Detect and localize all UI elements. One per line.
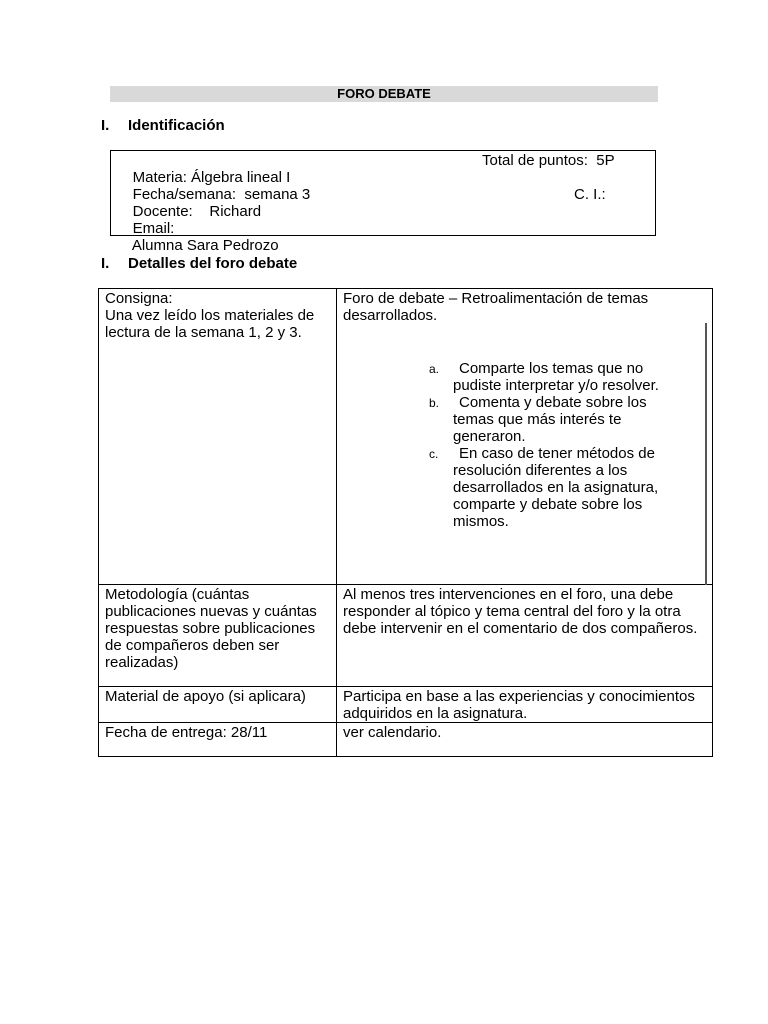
metodologia-label-cell: Metodología (cuántas publicaciones nuevas y cuántas respuestas sobre publicaciones de compañeros deben ser realizadas) xyxy=(99,585,337,687)
list-marker: c. xyxy=(429,447,439,461)
vertical-divider-line xyxy=(705,323,707,585)
fecha-semana-text: Fecha/semana: semana 3 xyxy=(132,186,311,203)
list-item xyxy=(429,360,673,394)
material-label-cell: Material de apoyo (si aplicara) xyxy=(99,687,337,723)
materia-line xyxy=(116,152,650,186)
email-line xyxy=(116,203,650,237)
task-list xyxy=(343,360,673,530)
consigna-text: Una vez leído los materiales de lectura de la semana 1, 2 y 3. xyxy=(105,307,315,341)
consigna-label-cell xyxy=(99,289,337,585)
table-row xyxy=(99,289,713,585)
identification-box xyxy=(110,150,656,254)
metodologia-text-cell: Al menos tres intervenciones en el foro, una debe responder al tópico y tema central del foro y la otra debe intervenir en el comentario de dos compañeros. xyxy=(337,585,713,687)
docente-line xyxy=(116,186,650,220)
materia-text: Materia: Álgebra lineal I xyxy=(132,169,291,186)
list-item xyxy=(429,394,673,445)
document-title: FORO DEBATE xyxy=(110,86,658,102)
section-number: I. xyxy=(101,117,110,134)
section-title: Detalles del foro debate xyxy=(128,255,298,272)
list-item-text: Comenta y debate sobre los temas que más interés te generaron. xyxy=(453,394,647,445)
fecha-label-cell: Fecha de entrega: 28/11 xyxy=(99,723,337,757)
material-text-cell: Participa en base a las experiencias y conocimientos adquiridos en la asignatura. xyxy=(337,687,713,723)
ci-text: C. I.: xyxy=(574,186,606,203)
docente-text: Docente: Richard xyxy=(132,203,262,220)
section-detalles-heading xyxy=(101,255,297,273)
section-number: I. xyxy=(101,255,110,272)
table-row xyxy=(99,723,713,757)
email-text: Email: xyxy=(132,220,175,237)
list-item-text: En caso de tener métodos de resolución diferentes a los desarrollados en la asignatura, comparte y debate sobre los mismos. xyxy=(453,445,659,530)
section-title: Identificación xyxy=(128,117,225,134)
consigna-label: Consigna: xyxy=(105,290,173,307)
table-row xyxy=(99,687,713,723)
alumna-text: Alumna Sara Pedrozo xyxy=(131,237,279,254)
total-puntos-text: Total de puntos: 5P xyxy=(482,152,615,169)
alumna-line xyxy=(116,220,650,254)
list-marker: a. xyxy=(429,362,440,376)
list-item-text: Comparte los temas que no pudiste interpretar y/o resolver. xyxy=(453,360,659,394)
details-table xyxy=(98,288,713,757)
section-identificacion-heading xyxy=(101,117,225,135)
consigna-content-cell xyxy=(337,289,713,585)
consigna-intro: Foro de debate – Retroalimentación de temas desarrollados. xyxy=(343,290,649,324)
list-marker: b. xyxy=(429,396,440,410)
list-item xyxy=(429,445,673,530)
fecha-text-cell: ver calendario. xyxy=(337,723,713,757)
table-row xyxy=(99,585,713,687)
